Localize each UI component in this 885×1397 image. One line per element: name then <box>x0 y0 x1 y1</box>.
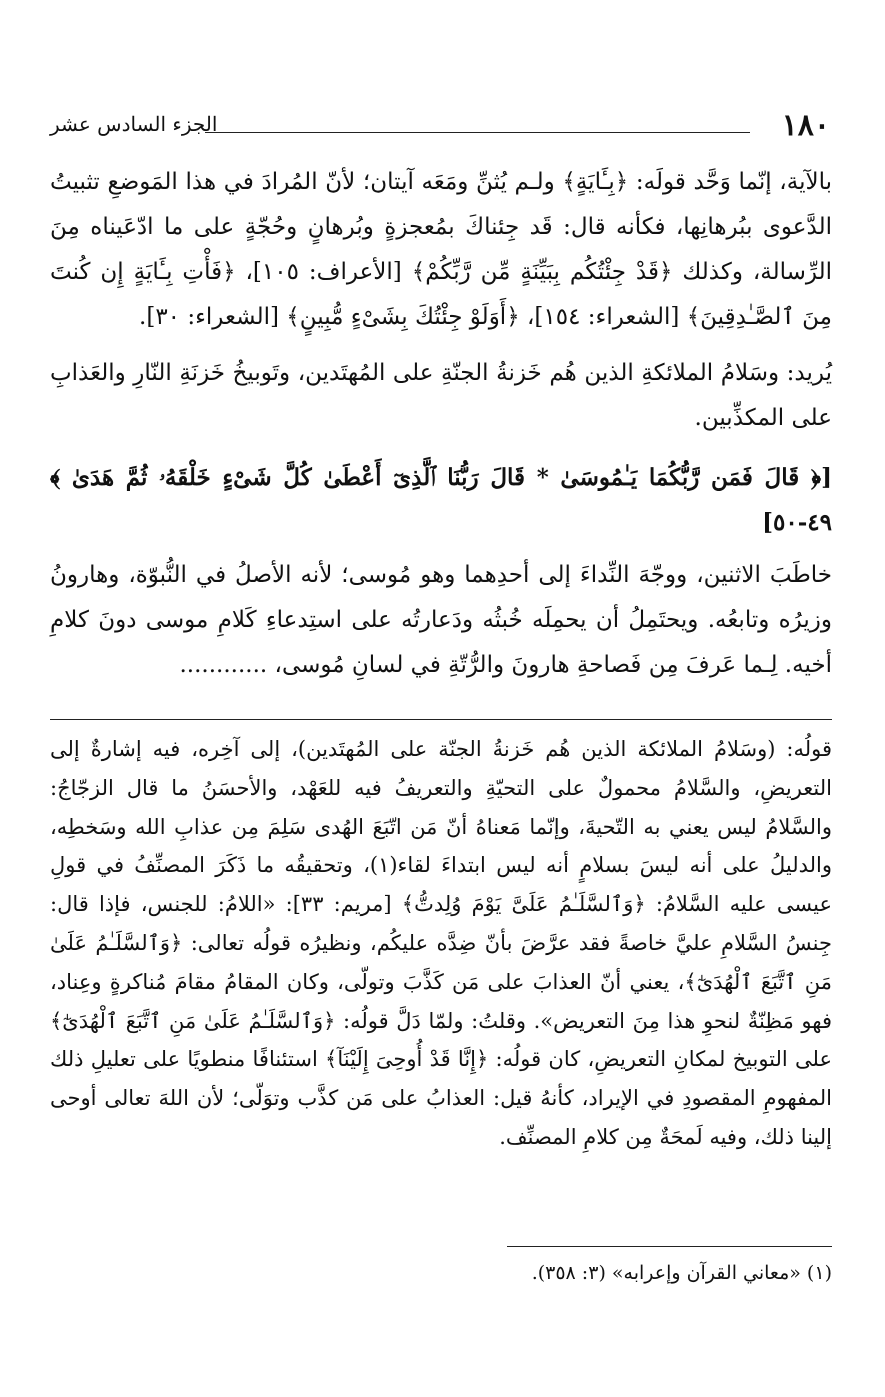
paragraph-2: يُريد: وسَلامُ الملائكةِ الذين هُم خَزنةُ الجنّةِ على المُهتَدين، وتَوبيخُ خَزنَةِ النّارِ والعَذابِ على المكذِّبين. <box>50 360 832 431</box>
paragraph-1: بالآية، إنّما وَحَّد قولَه: ﴿بِـَٔايَةٍ﴾ ولـم يُثنِّ ومَعَه آيتان؛ لأنّ المُرادَ في هذا المَوضعِ تثبيتُ الدَّعوى ببُرهانِها، فكأنه قال: قَد جِئناكَ بمُعجزةٍ وبُرهانٍ وحُجّةٍ على ما ادّعَيناه مِنَ الرِّسالة، وكذلك ﴿قَدْ جِئْتُكُم بِبَيِّنَةٍ مِّن رَّبِّكُمْ﴾ [الأعراف: ١٠٥]، ﴿فَأْتِ بِـَٔايَةٍ إِن كُنتَ مِنَ ٱلصَّـٰدِقِينَ﴾ [الشعراء: ١٥٤]، ﴿أَوَلَوْ جِئْتُكَ بِشَىْءٍ مُّبِينٍ﴾ [الشعراء: ٣٠]. <box>50 169 832 330</box>
header-rule <box>205 132 750 133</box>
paragraph-3: خاطَبَ الاثنين، ووجّهَ النِّداءَ إلى أحدِهما وهو مُوسى؛ لأنه الأصلُ في النُّبوّة، وهارونُ وزيرُه وتابعُه. ويحتَمِلُ أن يحمِلَه خُبثُه ودَعارتُه على استِدعاءِ كَلامِ موسى دونَ كلامِ أخيه. لِـما عَرفَ مِن فَصاحةِ هارونَ والرُّتّةِ في لسانِ مُوسى، ............ <box>50 562 832 678</box>
running-title: الجزء السادس عشر <box>50 112 218 136</box>
page-header <box>50 108 830 152</box>
commentary <box>50 730 832 1157</box>
commentary-paragraph: قولُه: (وسَلامُ الملائكة الذين هُم خَزنةُ الجنّة على المُهتَدين)، إلى آخِره، فيه إشارةٌ إلى التعريضِ، والسَّلامُ محمولٌ على التحيّةِ والتعريفُ فيه للعَهْد، والأحسَنُ ما قال الزجّاجُ: والسَّلامُ ليس يعني به التّحيةَ، وإنّما مَعناهُ أنّ مَن اتّبَعَ الهُدى سَلِمَ مِن عذابِ الله وسَخطِه، والدليلُ على أنه ليسَ بسلامٍ أنه ليس ابتداءَ لقاء(١)، وتحقيقُه ما ذَكَرَ المصنِّفُ في قولِ عيسى عليه السَّلامُ: ﴿وَٱلسَّلَـٰمُ عَلَىَّ يَوْمَ وُلِدتُّ﴾ [مريم: ٣٣]: «اللامُ: للجنس، فإذا قال: جِنسُ السَّلامِ عليَّ خاصةً فقد عرَّضَ بأنّ ضِدَّه عليكُم، ونظيرُه قولُه تعالى: ﴿وَٱلسَّلَـٰمُ عَلَىٰ مَنِ ٱتَّبَعَ ٱلْهُدَىٰٓ﴾، يعني أنّ العذابَ على مَن كَذَّبَ وتولّى، وكان المقامُ مقامَ مُناكرةٍ وعِناد، فهو مَظِنّةٌ لنحوِ هذا مِنَ التعريض». وقلتُ: ولمّا دَلَّ قولُه: ﴿وَٱلسَّلَـٰمُ عَلَىٰ مَنِ ٱتَّبَعَ ٱلْهُدَىٰٓ﴾ على التوبيخ لمكانِ التعريضِ، كان قولُه: ﴿إِنَّا قَدْ أُوحِىَ إِلَيْنَآ﴾ استئنافًا منطويًا على تعليلِ ذلك المفهومِ المقصودِ في الإيراد، كأنهُ قيل: العذابُ على مَن كذَّب وتوَلّى؛ لأن اللهَ تعالى أوحى إلينا ذلك، وفيه لَمحَةٌ مِن كلامِ المصنِّف. <box>50 737 832 1149</box>
footnote: (١) «معاني القرآن وإعرابه» (٣: ٣٥٨). <box>531 1262 832 1284</box>
verse-heading: [﴿ قَالَ فَمَن رَّبُّكُمَا يَـٰمُوسَىٰ * قَالَ رَبُّنَا ٱلَّذِىٓ أَعْطَىٰ كُلَّ شَىْءٍ خَلْقَهُۥ ثُمَّ هَدَىٰ ﴾ ٤٩-٥٠] <box>50 464 832 536</box>
page-number: ١٨٠ <box>781 108 830 143</box>
main-text <box>50 160 832 688</box>
commentary-separator <box>50 719 832 720</box>
footnote-separator <box>507 1246 832 1247</box>
